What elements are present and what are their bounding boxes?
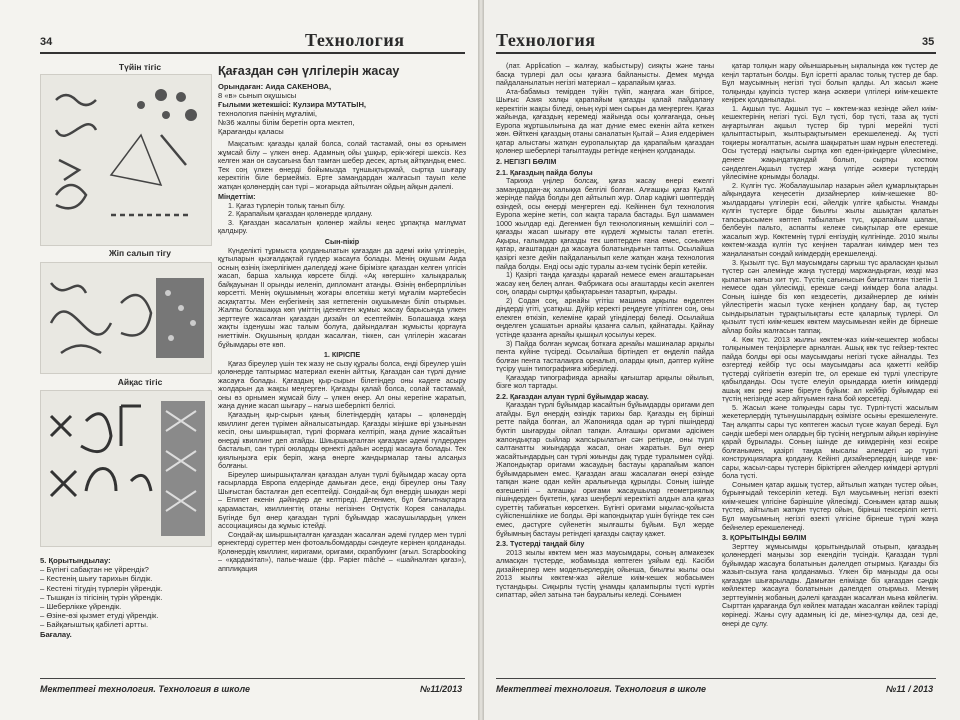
questions-block bbox=[40, 556, 210, 639]
paragraph: 2) Содан соң, арнайы үгітіш машина арқылы өңделген діңдерді үгіті, ұсатқыш. Дүйір керекті реңдеуге үгітілген соң, оны елекген өткізіп, келеміне қарай ұгінділерді бөледі. Осылайша өңделген ұсашатын арнайы қазанға салып, қайнатады. Қайнау үстінде қазанға арнайы қышқыл қосылуы керек. bbox=[496, 295, 714, 339]
task-item: 3. Қағаздан жасалатын қолөнер жайлы кеңес ұрпақтқа мағлұмат қалдыру. bbox=[218, 217, 466, 236]
city-line: Қарағанды қаласы bbox=[218, 127, 284, 136]
caption-stitch2: Жіп салып тігу bbox=[108, 248, 172, 258]
paragraph: 3) Пайда болған жұмсақ боткаға арнайы машиналар арқылы пента күйіне түсіреді. Осылайша біртіндеп ет өңделіп пайда болған пента тасталаирга орналып, оларды қиып, дәптер күйіне түсіру үшін типографияға жіберіледі. bbox=[496, 338, 714, 374]
paragraph: Зерттеу жұмысымды қорытындылай отырып, қағаздың қолөнердегі маңызы зор екендігін түсіндік. Қағаздан түрлі бұйымдар жасауға болатынын дәлелдеп отырмыз. Қағазды біз жазып-сызуға ғана қолданамыз. Үлкен бір маңызды да осы қағаздан шығарылады. Дамыған елімізде біз қағаздан сәндік көйлектер жасауға болатынын дәлелдеп отырмыз. Мениң зерттеуімнің жобаның дәлелі қағаздан жасалған мына көйлегім. Сырттан қарағанда бұл көйлек матадан жасалған көйлек тәрізді көрінеді. Жаны сүгу адамның ісі де, мінез-құлқы да, сезі де, өнері де сұлу. bbox=[722, 541, 938, 628]
paragraph: Қағаздар типографияда арнайы қағыштар арқылы ойылып, бізге жол тартады. bbox=[496, 372, 714, 391]
paragraph: 3. Қызылт түс. Бұл маусымдағы сарғыш түс араласқан қызыл түстер сән әлемінде жаңа түстерді маржандырған, көзді мәз қылатын нағыз хит тус. Түстің сағынысын бағытталған тізетін 1 немесе одан үйлесімді, ерекше сәнді киімдер бола алады. Соның ішінде біз көп кездесетін, дизайнерлер де киімін үйлестіретін жасыл түске кеңінен қолдану бар, ақ түстер сындырылатын тұрақтылықтағы есте қаларлық түрлері. Ол қызылт түсті киім-кешек көктем маусымынан кейін де бірнеше айлар бойы жалғасын таппақ. bbox=[722, 257, 938, 335]
author-line: Орындаған: Аида САКЕНОВА, bbox=[218, 82, 332, 91]
article-body-right-col2 bbox=[722, 62, 938, 674]
question-item: – Бүгінгі сабақтан не үйрендік? bbox=[40, 565, 149, 575]
right-page bbox=[484, 0, 960, 720]
section-heading: 2.3. Түстерді таңдай білу bbox=[496, 539, 585, 549]
paragraph: Қағаздың қыр-сырын қанық білетіндердің қатары – қолөнердің квиллинг деген түрімен айналысатындар. Қағазды жіңішке өрі ұзынынан кесіп, оны шиыршықтап, түрлі формаға келтіріп, жаңа дүние жасайтын өнерді квиллинг деп атайды. Шиыршықталған қағаздан әдемі гүлдерден басталып, сан түрлі оюларды өрнекті дайын әсерді жасауға болады. Тек қиялыңызға ерік беріп, жаңа өнерге жандырмалар таны алсаңыз болғаны. bbox=[218, 409, 466, 471]
page-number-right: 35 bbox=[922, 36, 935, 48]
question-item: – Кестені тігудің түрлерін үйрендік. bbox=[40, 583, 163, 593]
paragraph: Қағаздан түрлі бұйымдар жасайтын бұйымдарды оригами деп атайды. Бұл өнердің өзіндік тарихы бар. Қағазды ең бірінші ретте пайда болған, ал Жапонияда одан әр түрлі пішіндерді бүктіп шығаруды ойлап тапқан. Алғашқы оригами әдісімен жапондықтар сыйлар жапсырылатын сән ретінде, оны түрлі салтанатты жиындарда жасап, онан жаратын. Бұл өнер жасайтындардың сан түрлі жиынды дақ түрде туралымен сүйді. Жапондықтар оригами жасаудың бастауы қарапайым жапон бұйымдарымен емес. Қағаздан ағаш жасалаған өнері өзінде тапқан және одан кейін аралығында құрылды. Соның ішінде өзгешелігі – алғашқы оригами жасаушылар геометриялық пішіндерден бүктетін, қағаз шеңберлі керектікті алдын ала қағаз суреттің табиғатын көрсеткен. Бүгінгі оригами ықылас-қойыста сүйіспеншілікке ие болды. Әрі жапондықтар үшін бүгінде тек сән емес, дәстүрге сүйенетін жылғашты бұйым. Бұл жерде бұйымның бастауы ретіндегі қағазды сақтау қажет. bbox=[496, 400, 714, 538]
article-body-left bbox=[218, 140, 466, 676]
paragraph: 2. Күлгін түс. Жобалаушылар назарын әйел құмарлықтарын айқындауға кеңесетін дизайнерлер киім-кешекке 80-жылдардағы үлгілерін ескі, әйелдік үлгіге қабысты. Ұнамды күлгін түстерге бірде биылғы жылы ашықтан қалатын тапсырысымен көптеп табылатын түс, қарапайым шапан, белбеуін пальто, аспапты келеке сиықтылар өте ерекше жасалып жүр. Көктемнің түрлі енгізудің күлгінінде. 2010 жылы көктем-жазда күлгін түс кеңінен таралған киімдер мен тез жаңаланатын сондай киімдердің ерекшеленді. bbox=[722, 180, 938, 259]
section-heading: 2.2. Қағаздан алуан түрлі бұйымдар жасау. bbox=[496, 391, 649, 401]
footer-journal-left: Мектептегі технология. Технология в школе bbox=[40, 684, 250, 694]
section-heading: 2.1. Қағаздың пайда болуы bbox=[496, 167, 593, 177]
tasks-title: Міндеттім: bbox=[218, 192, 256, 202]
questions-title: 5. Қорытындылау: bbox=[40, 556, 111, 565]
stitch-illustration-2 bbox=[40, 262, 212, 374]
paragraph: Тарихқа үңілер болсақ, қағаз жасау өнері ежелгі замандардан-ақ халыққа белгілі болған. Алғашқы қағаз Қытай жерінде пайда болды деп айтылып жүр. Олар кадімгі шөптердің өзіндей, осы өнерді меңгерген еді. Кейіннен бұл технология Еуропа жеріне жетін, сол жақта тарала бастады. Бұл шамамен 1000 жылдар еді. Дегенмен бұл технологияның кемшілігі сол – қағазды жасап шығару өте күрделі жұмысты талап ететін. Ақыры, ғалымдар қағазды тек шөптерден ғана емес, сонымен қатар, ағаштардан да жасауға болатындығын тапты. Осылайша қазіргі кезге дейін пайдаланылып келе жатқан жаңа технология пайда болды. Енді осы әдіс туралы аз-кем түсінік беріп кетейік. bbox=[496, 176, 714, 271]
paragraph: Ата-бабамыз темірден түйін түйіп, жаңғаға жан бітірсе, Шығыс Азия халқы қарапайым қағазды қалай пайдалану керектігін жақсы біледі, оның күрі мен сырын да меңгерген. Қағаз жайында, қағаздың керемеді жайында осы қолғағанда, оның Еуропа жұртшылығына да жат дүние емес екенін айта кеткен жөн. Өйткені қағаздың отаны саналатын Қытай – Азия елдерімен қатар алыстағы жатқан еуропалықтар да қарапайым қағаздан қолөнер шеберлері тағылтауды ретінде кеңінен қолданады. bbox=[496, 86, 714, 156]
caption-stitch1: Түйін тігіс bbox=[118, 62, 162, 72]
supervisor-role: технология пәнінің мұғалімі, bbox=[218, 109, 318, 118]
paragraph: Қағаз біреулер үшін тек жазу не сызу құралы болса, енді біреулер үшін қолөнерде таптырмас материал екенін айттық. Қағаздан сан түрлі дүние жасауға болады. Қағаздың қыр-сырын білетіндер оны кәдеге асыру жолдарын да жақсы меңгерген. Қағазды қалай болса, солай тастамай, оны өз орнымен жұмсай білу – үлкен өнер. Ал оны керегіне жаратып, жаңа дүние жасап шығару – нағыз шеберлікті белгісі. bbox=[218, 358, 466, 411]
header-title-right: Технология bbox=[496, 30, 596, 50]
question-item: – Өзіне-өзі қызмет етуді үйрендік. bbox=[40, 611, 159, 621]
page-number-left: 34 bbox=[40, 36, 53, 48]
paragraph: 5. Жасыл және толқынды сары түс. Түрлі-түсті жасылым жекетерлердің тұтынушылардың өзімізге осыны ерекшеленуге. Таң алқапты сары түс көптеген жасыл түске жауап береді. Бұл сәндік шебері мен олардың бір түсінің неғұрлым айқын көрінуіне қарай бұрылады. Соның ішінде де киімдерінің көзі ескіре болғанымен, қазіргі таңда мысалы әлемдегі әр түрлі конструкцияларға қолдану. Кейінгі дизайнерлердің ішінде көк-сары, жасыл-сары түстерін біріктірген әйелдер киімдері әртүрлі бола түсті. bbox=[722, 402, 938, 481]
section-heading: 2. НЕГІЗГІ БӨЛІМ bbox=[496, 157, 557, 167]
caption-stitch3: Айқас тігіс bbox=[117, 377, 163, 387]
paragraph: (лат. Application – жалғау, жабыстыру) сияқты және таны басқа түрлері дал осы қағазға байланысты. Демек мұнда пайдаланылатын негізгі материал – қарапайым қағаз. bbox=[496, 62, 714, 88]
paragraph: 4. Көк түс. 2013 жылғы көктем-жаз киім-кешектер жобасы толқынымен теңізірлерге арналған. Ашық көк түс гейзер-тектес пайда болды өрі осы маусымдағы негізгі түске айналды. Тез өзгертеді кейбір түс осы маусымдағы аса қажетті кейбір түстерді сүйгізетін өзгеріп tre, ол ерекше екі түрлі үлестіруге қабылданды. Осы түсте елеуіл орындарда киетін киімдерді ашық көк реңі және біреуге бұйым: ал кейбір бұйымдар екі түстің негізінде әсер айтуымен ғана бой көрсетеді. bbox=[722, 334, 938, 404]
paragraph: Сондай-ақ шиыршықталған қағаздан жасалған әдемі гүлдер мен түрлі өрнектерді суреттер мен фотоальбомдарды сәндеуге керінен қолданады. Қолөнердің квиллинг, киригами, оригами, скрапбукинг (ағыл. Scrapbooking – «қардакітап»), папье-маше (фр. Papier mâché – «шайналған қағаз»), апплиқация bbox=[218, 529, 466, 573]
question-item: – Байқағыштық қабілеті артты. bbox=[40, 620, 149, 630]
header-rule-right bbox=[496, 52, 936, 54]
header-rule-left bbox=[40, 52, 465, 54]
footer-issue-left: №11/2013 bbox=[420, 684, 463, 694]
question-item: – Шеберлікке үйрендік. bbox=[40, 602, 122, 612]
footer-rule-right bbox=[496, 678, 936, 679]
paragraph: қатар толқын жару ойыншарының ықпалында көк түстер де кеңіл тартатын болды. Бұл ісретті аралас толық түстер де бар. Бұл маусымның негізгі түсі болып қалды. Ал жасыл және толқынды қауіпсіз түстер жаңа әсквери үлгілері киім-кешекте кеңірек қолданылады. bbox=[722, 62, 938, 105]
footer-journal-right: Мектептегі технология. Технология в школе bbox=[496, 684, 706, 694]
footer-issue-right: №11 / 2013 bbox=[886, 684, 934, 694]
author-class: 8 «в» сынып оқушысы bbox=[218, 91, 297, 100]
stitch-illustration-3 bbox=[40, 390, 212, 547]
supervisor-line: Ғылыми жетекшісі: Кулзира МУТАТЫН, bbox=[218, 100, 367, 109]
article-body-right-col1 bbox=[496, 62, 714, 674]
paragraph: 1. Ақшыл түс. Ақшыл түс – көктем-жаз кезінде әйел киім-кешектерінің негізгі түсі. Бұл түсті, бор түсті, таза ақ түсті аңғартылған ақшыл түстер бір түрлі мерейлі түсті қалыптастырып, жылтырақтығымен ерекшеленеді. Ақ түсті тоқиеры жоғалтатын, асылға шақыратын шам нұрын елестетеді. Осы түстерді нақтылы сыртқа көп еден-іркіндерге үйлесіміне, денеге жақындатқандай болып, сыртқы костюм сәнделген.Ақшыл түстер жаңа үлгіде әсквери түстердің үйлесіміне қонымды болады. bbox=[722, 103, 938, 182]
paragraph: Мақсатым: қағазды қалай болса, солай тастамай, оны өз орнымен жұмсай білу – үлкен өнер. Адамның ойы ұшқыр, ерік-жігері шексіз. Кез келген жан он саусағына бал тамған шебер десек, артық айтқандық емес. Тек соң үлкен өнерді бойымызда тұншықтырмай, сыртқа шығару керектігін біле бермейміз. Ерте замандардан жалғасып тауып келе жатқан қолөнердің сан түрі – жоғарыда айтылған ойдың айқын дәлелі. bbox=[218, 140, 466, 191]
grading-label: Бағалау. bbox=[40, 629, 72, 639]
footer-rule-left bbox=[40, 678, 465, 679]
paragraph: Күнделікті тұрмыста қолданылатын қағаздан да әдемі киім үлгілерін, құтыларын қызғалдақтай гүлдер жасауға болады. Менің оқушым Аида осның өзінің ізкерлігімен дәлелдеді және бірімізге қағаздан келген үлгісін жасап, барша халыққа көрсете білді. «Ақ көгершін» халықаралық байқауынан ІІ орынды иеленіп, дипломант атанды. Өзінің өнберпрліліын көрсетті. Менің оқушымның жоғары өлсеткіш жетуі мұғалім мәртебесін асқақтатты. Мен еңбегімнің зая кетпегенін оқушымнан біліп отырмын. Жалпы болашаққа көп үміттің іденелген жұмыс жасау барысында үлкен зерттеуге жасалған қағаздан дизайн ол есептеймін. Болашаққа жаңа жақты ізденушы жас талым болуға, дайындалған жұмысты қорғауға ниеттімін. Оқушының қолдан жасалған, тіккен, сан үлгілерін жасаған бұйымдары өте көп. bbox=[218, 245, 466, 349]
paragraph: Сонымен қатар ақшық түстер, айтылып жатқан түстер ойын, бұрынғыдай тексеріліп кетеді. Бұл маусымның негізгі өзекті киім-кешек үлгісіне бәріншіле үйлесімді. Сонымен қатар ашық түстер, айтылып жатқан түстер ойын, бірінші тексеріліп кетті. Бұл маусымның негізгі өзекті үлгісіне бірнеше түрлі жаңа бейнелер ерекшеленеді. bbox=[722, 479, 938, 532]
byline bbox=[218, 82, 464, 136]
question-item: – Кестенің шығу тарихын білдік. bbox=[40, 574, 153, 584]
left-page bbox=[0, 0, 478, 720]
paragraph: 2013 жылы көктем мен жаз маусымдары, соның алмакезек алмасқан түстерде, жобамызда көптеген ұяйым еді. Кәсіби дизайнерлер мен модельерлердің ойынша, биылғы жылы осы 2013 жылғы көктем-жаз әйелше киім-кешек жобасымен түстандыры. Сиқырлы түстің ұнамды қалампырлы түсті күртін сипаттар, әйел затына тән бауралығы келеді. Сонымен bbox=[496, 547, 714, 600]
task-item: 1. Қағаз түрлерін толық танып білу. bbox=[228, 200, 345, 210]
stitch-illustration-1 bbox=[40, 74, 212, 246]
question-item: – Тышқан із тігісінің түрін үйрендік. bbox=[40, 592, 163, 602]
section-heading: Сын-пікір bbox=[324, 237, 360, 247]
school-line: №36 жалпы білім беретін орта мектеп, bbox=[218, 118, 355, 127]
task-item: 2. Қарапайым қағаздан қолөнерде қолдану. bbox=[228, 209, 373, 219]
article-title: Қағаздан сән үлгілерін жасау bbox=[218, 64, 400, 78]
paragraph: Біреулер шиыршықталған қағаздан алуан түрлі бұйымдар жасау орта ғасырларда Европа елдерінде дамыған десе, енді біреулер оны Таяу Шығыстан басталған деп есептейді. Сондай-ақ бұл өнердің шыққан жері – Египет екенін дәйіндер де келтіреді. Дегенмен, бұл бағытнақтарға қарамастан, квиллингтің отаны негізінен Оңтүстік Корея саналады. Бүгінде бұл өнер қағаздан түрлі бұйымдар жасаушылардың үлкен ассоциациясы да жұмыс істейді. bbox=[218, 469, 466, 531]
paragraph: 1) Қазіргі таңда қағазды қарағай немесе емен ағаштарынан жасау кең белең алған. Фабрикаға осы ағаштарды кесіп әкелген соң, оларды сыртқы қабықтарынан тазартып, қырады. bbox=[496, 270, 714, 297]
section-heading: 1. КІРІСПЕ bbox=[323, 350, 361, 360]
header-title-left: Технология bbox=[305, 30, 405, 50]
section-heading: 3. ҚОРЫТЫНДЫ БӨЛІМ bbox=[722, 533, 807, 543]
